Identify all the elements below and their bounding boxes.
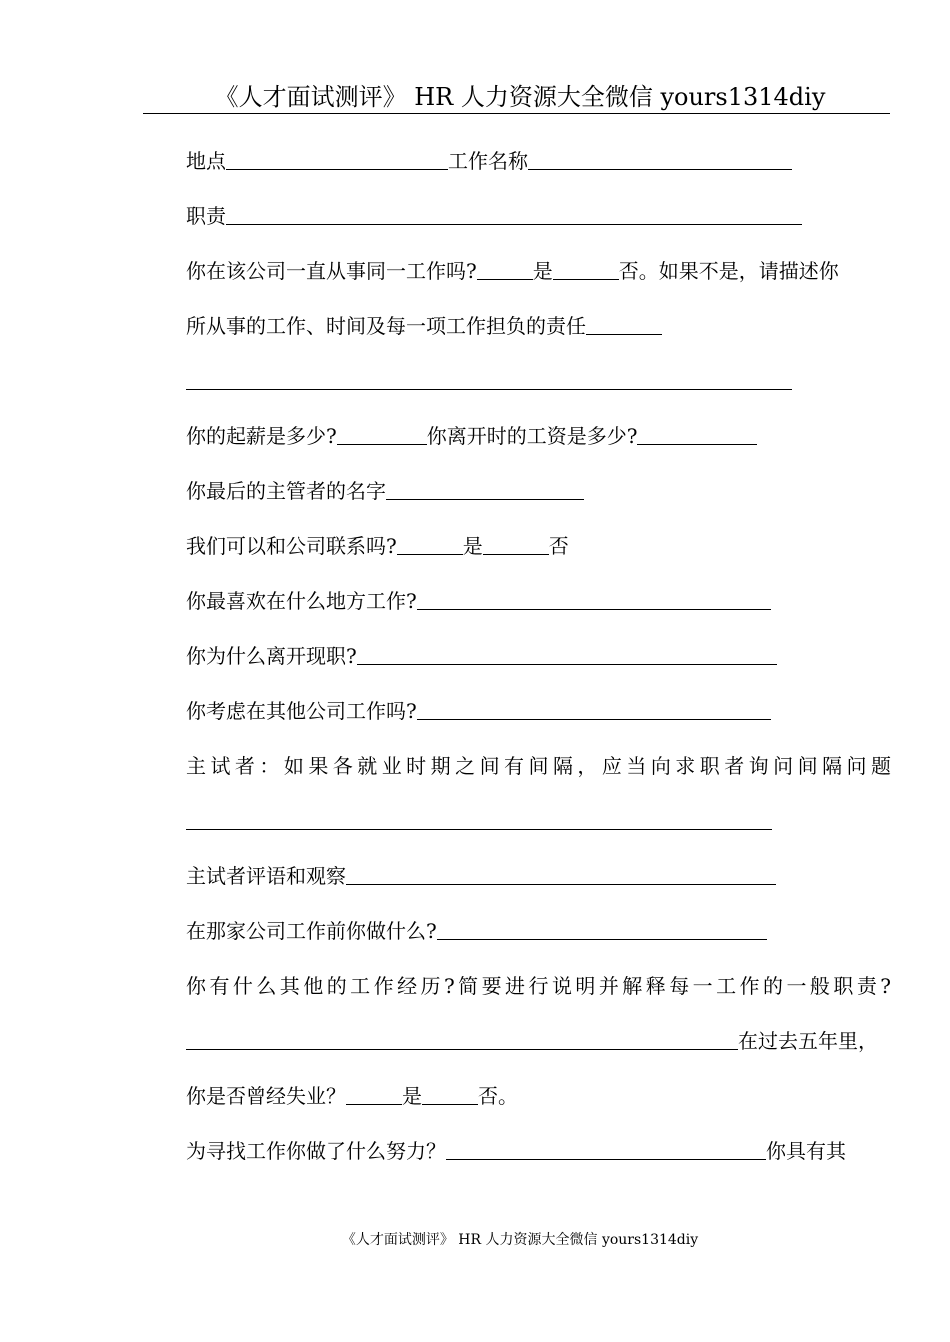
same-job-detail-blank[interactable]	[586, 312, 662, 335]
duties-label: 职责	[186, 204, 226, 228]
other-experience-question: 你有什么其他的工作经历?简要进行说明并解释每一工作的一般职责?	[186, 974, 891, 998]
before-company-line	[186, 916, 891, 946]
why-leave-line	[186, 641, 891, 671]
start-salary-question: 你的起薪是多少?	[186, 424, 337, 448]
yes-label: 是	[532, 259, 553, 283]
unemployed-question: 你是否曾经失业？	[186, 1084, 346, 1108]
consider-other-line	[186, 696, 891, 726]
consider-other-blank[interactable]	[417, 697, 771, 720]
contact-company-question: 我们可以和公司联系吗?	[186, 534, 397, 558]
contact-yes-label: 是	[462, 534, 483, 558]
no-describe-label: 否。如果不是，请描述你	[618, 259, 839, 283]
duties-blank[interactable]	[226, 202, 802, 225]
interviewer-comments-line	[186, 861, 891, 891]
unemployed-yes-blank[interactable]	[346, 1082, 402, 1105]
favorite-place-blank[interactable]	[417, 587, 771, 610]
same-job-detail-question: 所从事的工作、时间及每一项工作担负的责任	[186, 314, 586, 338]
salary-line	[186, 421, 891, 451]
gap-answer-line	[186, 806, 891, 836]
job-search-line	[186, 1136, 891, 1166]
favorite-place-line	[186, 586, 891, 616]
header-title: 《人才面试测评》 HR 人力资源大全微信 yours1314diy	[214, 83, 826, 111]
interviewer-comments-blank[interactable]	[346, 862, 776, 885]
footer-text: 《人才面试测评》 HR 人力资源大全微信 yours1314diy	[341, 1232, 699, 1248]
why-leave-question: 你为什么离开现职?	[186, 644, 357, 668]
leave-salary-blank[interactable]	[637, 422, 757, 445]
supervisor-line	[186, 476, 891, 506]
duties-line	[186, 201, 891, 231]
location-label: 地点	[186, 149, 226, 173]
before-company-blank[interactable]	[437, 917, 767, 940]
unemployed-no-blank[interactable]	[422, 1082, 478, 1105]
job-search-blank[interactable]	[446, 1137, 766, 1160]
location-job-line	[186, 146, 891, 176]
same-job-no-blank[interactable]	[553, 257, 619, 280]
same-job-yes-blank[interactable]	[477, 257, 533, 280]
last-supervisor-question: 你最后的主管者的名字	[186, 479, 386, 503]
answer-blank-line	[186, 366, 891, 396]
location-blank[interactable]	[226, 147, 448, 170]
have-other-label: 你具有其	[766, 1139, 846, 1163]
header-rule	[143, 113, 890, 114]
unemployed-line	[186, 1081, 891, 1111]
last-supervisor-blank[interactable]	[386, 477, 584, 500]
past-five-years-line	[186, 1026, 891, 1056]
leave-salary-question: 你离开时的工资是多少?	[426, 424, 638, 448]
contact-company-line	[186, 531, 891, 561]
other-experience-blank[interactable]	[186, 1027, 738, 1050]
contact-no-label: 否	[548, 534, 569, 558]
job-search-question: 为寻找工作你做了什么努力？	[186, 1139, 446, 1163]
unemployed-no-label: 否。	[478, 1084, 518, 1108]
start-salary-blank[interactable]	[337, 422, 427, 445]
same-job-question: 你在该公司一直从事同一工作吗?	[186, 259, 477, 283]
same-job-detail-line	[186, 311, 891, 341]
same-job-line	[186, 256, 891, 286]
past-five-years-label: 在过去五年里，	[738, 1029, 878, 1053]
gap-answer-blank[interactable]	[186, 807, 772, 830]
why-leave-blank[interactable]	[357, 642, 777, 665]
interviewer-comments-label: 主试者评语和观察	[186, 864, 346, 888]
consider-other-question: 你考虑在其他公司工作吗?	[186, 699, 417, 723]
interviewer-gap-note: 主试者：如果各就业时期之间有间隔，应当向求职者询问间隔问题	[186, 754, 891, 778]
contact-no-blank[interactable]	[483, 532, 549, 555]
job-title-blank[interactable]	[528, 147, 792, 170]
other-experience-line	[186, 971, 891, 1001]
favorite-place-question: 你最喜欢在什么地方工作?	[186, 589, 417, 613]
same-job-answer-blank[interactable]	[186, 367, 792, 390]
unemployed-yes-label: 是	[402, 1084, 422, 1108]
before-company-question: 在那家公司工作前你做什么?	[186, 919, 437, 943]
contact-yes-blank[interactable]	[397, 532, 463, 555]
interviewer-gap-line	[186, 751, 891, 781]
job-title-label: 工作名称	[448, 149, 528, 173]
